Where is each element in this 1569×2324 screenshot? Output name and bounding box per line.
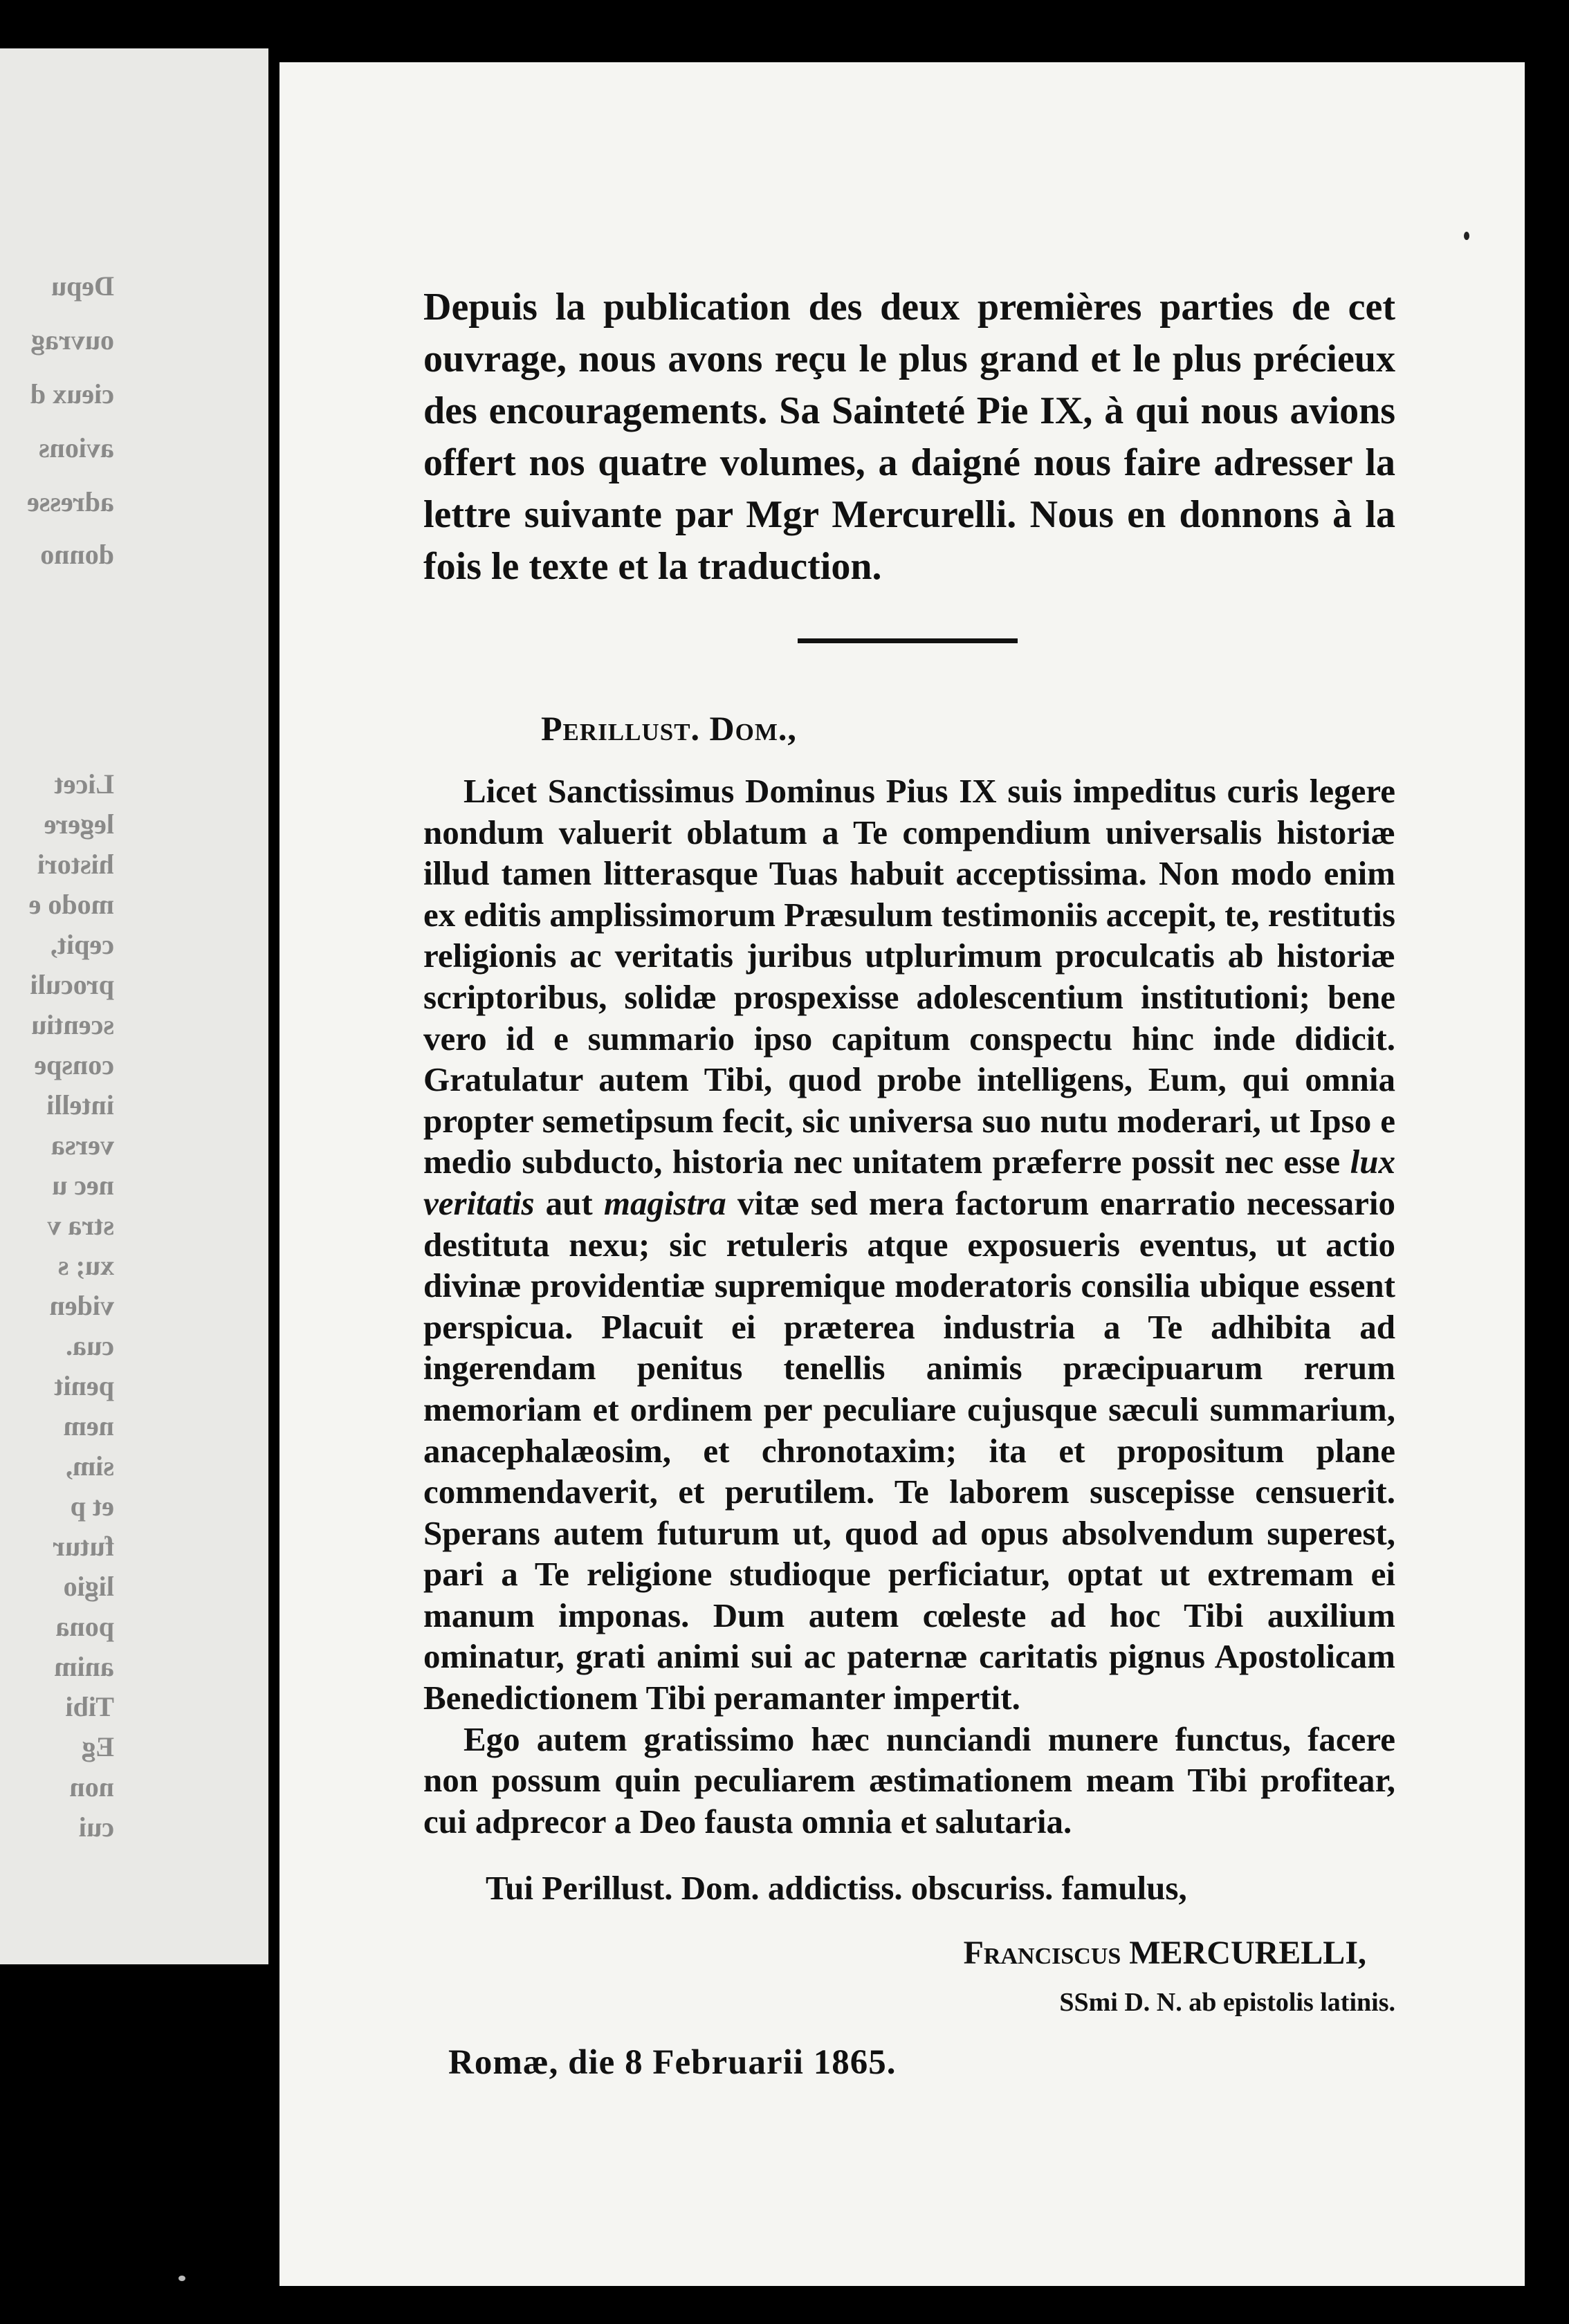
show-through-line: anim: [54, 1651, 114, 1682]
separator-rule: [798, 638, 1018, 643]
show-through-line: adresse: [27, 486, 114, 517]
show-through-line: et p: [70, 1491, 114, 1522]
signature-last-name: MERCURELLI,: [1129, 1935, 1366, 1972]
show-through-line: xu; s: [57, 1250, 114, 1281]
show-through-line: Depu: [51, 270, 114, 302]
show-through-line: cieux d: [30, 378, 114, 409]
signature-name: [423, 1934, 1395, 1972]
show-through-line: Eg: [82, 1731, 114, 1762]
letter-italic-magistra: magistra: [603, 1183, 726, 1222]
show-through-line: cua.: [66, 1330, 114, 1361]
show-through-line: sim,: [66, 1450, 114, 1482]
letter-text-aut: aut: [545, 1183, 593, 1222]
page-body: [423, 282, 1395, 2083]
show-through-line: nem: [63, 1410, 114, 1441]
letter-text-a: Licet Sanctissimus Dominus Pius IX suis impeditus curis legere nondum valuerit oblatum a Te compendium universalis historiæ illud tamen litterasque Tuas habuit acceptissima. Non modo enim ex editis amplissimorum Præsulum testimoniis accepit, te, restitutis religionis ac veritatis juribus utplurimum proculcatis ab historiæ scriptoribus, solidæ prospexisse adolescentium institutioni; bene vero id e summario ipso capitum conspectu hinc inde didicit. Gratulatur autem Tibi, quod probe intelligens, Eum, qui omnia propter semetipsum fecit, sic universa suo nutu moderari, ut Ipso e medio subducto, historia nec unitatem præferre possit nec esse: [423, 772, 1395, 1181]
show-through-line: intelli: [46, 1089, 114, 1120]
show-through-text: [0, 48, 273, 1964]
letter-paragraph-1: [423, 771, 1395, 1719]
facing-page-edge: [0, 48, 273, 1964]
show-through-line: ligio: [63, 1571, 114, 1602]
show-through-line: pona: [55, 1611, 114, 1642]
letter-paragraph-2: Ego autem gratissimo hæc nunciandi munere functus, facere non possum quin peculiarem æstimationem meam Tibi profitear, cui adprecor a Deo fausta omnia et salutaria.: [423, 1719, 1395, 1841]
show-through-line: avions: [39, 432, 114, 463]
show-through-line: cepit,: [50, 929, 114, 960]
ink-speck: [1464, 232, 1469, 240]
show-through-line: penit: [54, 1370, 114, 1401]
show-through-line: proculi: [30, 969, 114, 1000]
signature-title: SSmi D. N. ab epistolis latinis.: [1059, 1988, 1395, 2018]
show-through-line: legere: [44, 809, 114, 840]
show-through-line: Licet: [54, 768, 114, 800]
signature-first-name: Franciscus: [963, 1935, 1121, 1972]
show-through-line: scentiu: [31, 1009, 114, 1040]
show-through-line: modo e: [28, 889, 114, 920]
show-through-line: nec u: [52, 1170, 114, 1201]
show-through-line: ouvrag: [31, 324, 114, 356]
dateline: Romæ, die 8 Februarii 1865.: [448, 2043, 897, 2083]
show-through-line: histori: [37, 849, 114, 880]
show-through-line: stra v: [47, 1210, 114, 1241]
letter-salutation: Perillust. Dom.,: [541, 709, 797, 748]
show-through-line: futur: [53, 1531, 114, 1562]
letter-closing: Tui Perillust. Dom. addictiss. obscuriss. famulus,: [486, 1869, 1187, 1908]
show-through-line: conspe: [34, 1049, 114, 1080]
scan-speck: [178, 2276, 185, 2281]
page-spine: [268, 48, 279, 2047]
show-through-line: non: [69, 1771, 114, 1802]
letter-text-b: vitæ sed mera factorum enarratio necessario destituta nexu; sic retuleris atque exposueris eventus, ut actio divinæ providentiæ supremique moderatoris consilia ubique essent perspicua. Placuit ei præterea industria a Te adhibita ad ingerendam penitus tenellis animis præcipuarum rerum memoriam et ordinem per peculiare cujusque sæculi summarium, anacephalæosim, et chronotaxim; ita et propositum plane commendaverit, et perutilem. Te laborem suscepisse censuerit. Sperans autem futurum ut, quod ad opus absolvendum superest, pari a Te religione studioque perficiatur, optat ut extremam ei manum imponas. Dum autem cœleste ad hoc Tibi auxilium ominatur, grati animi sui ac paternæ caritatis pignus Apostolicam Benedictionem Tibi peramanter impertit.: [423, 1183, 1396, 1717]
intro-paragraph: Depuis la publication des deux premières parties de cet ouvrage, nous avons reçu le plus grand et le plus précieux des encouragements. Sa Sainteté Pie IX, à qui nous avions offert nos quatre volumes, a daigné nous faire adresser la lettre suivante par Mgr Mercurelli. Nous en donnons à la fois le texte et la traduction.: [423, 286, 1395, 588]
show-through-line: cui: [78, 1811, 114, 1843]
show-through-line: viden: [49, 1290, 114, 1321]
show-through-line: versa: [51, 1129, 114, 1161]
document-page: [279, 62, 1525, 2286]
show-through-line: donno: [40, 539, 114, 570]
show-through-line: Tibi: [65, 1691, 114, 1722]
letter-italic-lux: lux veritatis: [423, 1143, 1395, 1222]
